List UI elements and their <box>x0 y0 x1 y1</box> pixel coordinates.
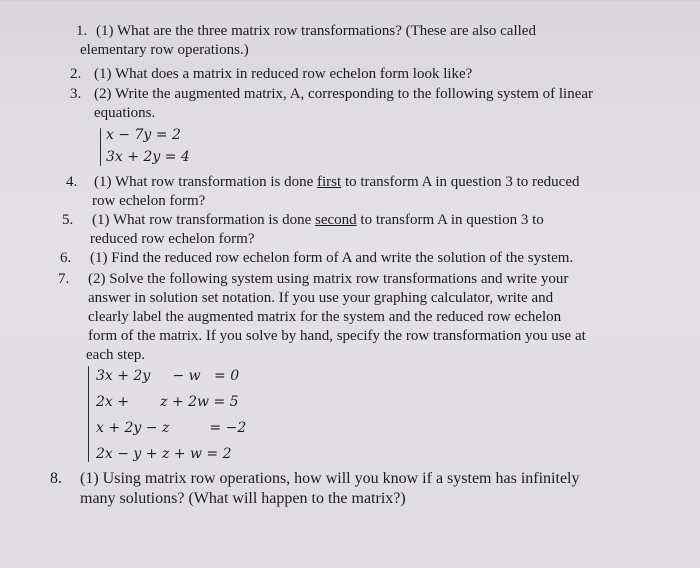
equation: 2x + z + 2w = 5 <box>96 394 239 410</box>
equation: 3x + 2y = 4 <box>106 149 190 165</box>
question-text-part: (1) What row transformation is done <box>94 174 318 190</box>
emphasized-word: second <box>315 212 357 228</box>
question-text-part: to transform A in question 3 to <box>356 212 544 228</box>
question-text: reduced row echelon form? <box>90 231 255 247</box>
equation: 3x + 2y − w = 0 <box>96 368 240 384</box>
question-text-part: (1) What row transformation is done <box>92 212 316 228</box>
question-text: answer in solution set notation. If you use your graphing calculator, write and <box>88 290 554 306</box>
system-brace <box>88 366 89 462</box>
question-text <box>94 174 579 190</box>
question-text <box>92 212 544 228</box>
question-text: row echelon form? <box>92 193 206 209</box>
question-text: (1) What does a matrix in reduced row echelon form look like? <box>94 66 473 82</box>
question-number: 6. <box>60 250 72 266</box>
question-number: 7. <box>58 271 70 287</box>
question-number: 2. <box>70 66 82 82</box>
system-brace <box>100 128 101 166</box>
question-number: 8. <box>50 470 62 487</box>
question-text: (2) Write the augmented matrix, A, corresponding to the following system of linear <box>94 86 593 102</box>
question-text: (1) Using matrix row operations, how will you know if a system has infinitely <box>80 470 580 487</box>
question-text: (1) Find the reduced row echelon form of A and write the solution of the system. <box>90 250 574 266</box>
question-text: each step. <box>86 347 146 363</box>
question-text: elementary row operations.) <box>80 42 249 58</box>
question-number: 5. <box>62 212 74 228</box>
question-number: 4. <box>66 174 78 190</box>
equation: 2x − y + z + w = 2 <box>96 446 232 462</box>
page-edge <box>0 0 700 2</box>
question-text: (1) What are the three matrix row transformations? (These are also called <box>96 23 536 39</box>
question-text: (2) Solve the following system using matrix row transformations and write your <box>88 271 569 287</box>
question-text-part: to transform A in question 3 to reduced <box>341 174 580 190</box>
question-number: 1. <box>76 23 88 39</box>
question-text: many solutions? (What will happen to the matrix?) <box>80 490 406 507</box>
emphasized-word: first <box>317 174 342 190</box>
question-number: 3. <box>70 86 82 102</box>
equation: x − 7y = 2 <box>106 127 181 143</box>
equation: x + 2y − z = −2 <box>96 420 247 436</box>
question-text: clearly label the augmented matrix for the system and the reduced row echelon <box>88 309 562 325</box>
question-text: form of the matrix. If you solve by hand, specify the row transformation you use at <box>88 328 586 344</box>
question-text: equations. <box>94 105 156 121</box>
